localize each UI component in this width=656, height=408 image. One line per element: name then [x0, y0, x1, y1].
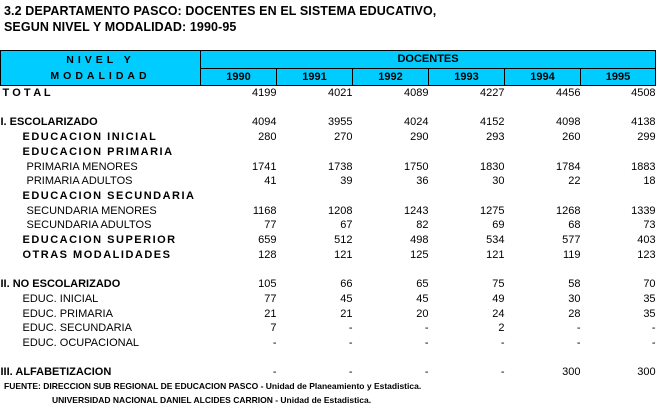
table-row [1, 189, 656, 204]
row-label [1, 101, 201, 116]
value-cell: - [348, 336, 353, 349]
row-label: EDUCACION SECUNDARIA [22, 189, 196, 202]
value-cell: 21 [340, 307, 353, 320]
row-label: I. ESCOLARIZADO [0, 116, 98, 129]
value-cell: - [651, 336, 656, 349]
value-cell: 1168 [252, 204, 277, 217]
value-cell: 39 [340, 175, 353, 188]
table-body [1, 86, 656, 381]
table-row [1, 130, 656, 145]
row-label [1, 262, 201, 277]
row-label: EDUC. INICIAL [22, 292, 99, 305]
value-cell: 1268 [556, 204, 581, 217]
value-cell: 2 [498, 322, 505, 335]
value-cell: 4227 [480, 87, 505, 99]
value-cell: 299 [637, 131, 656, 144]
value-cell [581, 189, 656, 204]
value-cell [353, 351, 429, 366]
table-row [1, 277, 656, 292]
value-cell: 1208 [328, 204, 353, 217]
value-cell: - [500, 366, 505, 379]
value-cell [505, 145, 581, 160]
value-cell: 3955 [328, 116, 353, 129]
table-row [1, 160, 656, 175]
table-row [1, 336, 656, 351]
value-cell: 4199 [252, 87, 277, 99]
table-row [1, 248, 656, 263]
value-cell [581, 101, 656, 116]
value-cell [505, 351, 581, 366]
value-cell: 4138 [631, 116, 656, 129]
value-cell [353, 189, 429, 204]
value-cell: 270 [334, 131, 353, 144]
value-cell: 260 [562, 131, 581, 144]
table-row [1, 233, 656, 248]
value-cell: 36 [416, 175, 429, 188]
value-cell: 67 [340, 219, 353, 232]
value-cell: 1883 [631, 160, 656, 173]
year-header: 1994 [505, 68, 581, 86]
row-label: PRIMARIA ADULTOS [26, 175, 133, 188]
row-label: III. ALFABETIZACION [0, 366, 112, 379]
value-cell [201, 145, 277, 160]
value-cell: 41 [264, 175, 277, 188]
value-cell [201, 262, 277, 277]
value-cell [353, 101, 429, 116]
nivel-header-line2: MODALIDAD [50, 70, 151, 82]
table-row [1, 292, 656, 307]
table-row [1, 307, 656, 322]
value-cell: 4094 [252, 116, 277, 129]
value-cell: - [500, 336, 505, 349]
value-cell: 534 [486, 234, 505, 247]
docentes-table [0, 50, 656, 380]
table-row [1, 145, 656, 160]
table-row [1, 321, 656, 336]
spacer-row [1, 262, 656, 277]
table-row [1, 115, 656, 130]
row-label: EDUCACION SUPERIOR [22, 234, 177, 247]
row-label: PRIMARIA MENORES [26, 160, 138, 173]
value-cell: 1738 [328, 160, 353, 173]
source-note-line1: FUENTE: DIRECCION SUB REGIONAL DE EDUCACION PASCO - Unidad de Planeamiento y Estadistica. [4, 381, 422, 391]
value-cell: 21 [264, 307, 277, 320]
row-label: OTRAS MODALIDADES [22, 248, 172, 261]
value-cell [429, 351, 505, 366]
value-cell: 20 [416, 307, 429, 320]
value-cell: 498 [410, 234, 429, 247]
value-cell: - [424, 366, 429, 379]
value-cell [429, 145, 505, 160]
table-row [1, 218, 656, 233]
value-cell: - [651, 322, 656, 335]
value-cell [201, 351, 277, 366]
value-cell: 4456 [556, 87, 581, 99]
table-title-line2: SEGUN NIVEL Y MODALIDAD: 1990-95 [4, 20, 237, 34]
value-cell [201, 101, 277, 116]
value-cell: - [272, 366, 277, 379]
value-cell: 35 [643, 292, 656, 305]
value-cell: 70 [643, 278, 656, 291]
value-cell: - [348, 322, 353, 335]
value-cell: 105 [258, 278, 277, 291]
value-cell: 4021 [328, 87, 353, 99]
table-title-line1: 3.2 DEPARTAMENTO PASCO: DOCENTES EN EL SISTEMA EDUCATIVO, [4, 4, 437, 18]
value-cell [353, 145, 429, 160]
value-cell: 659 [258, 234, 277, 247]
value-cell [201, 189, 277, 204]
value-cell [277, 189, 353, 204]
table-row [1, 204, 656, 219]
table-row [1, 365, 656, 380]
value-cell: 290 [410, 131, 429, 144]
value-cell [353, 262, 429, 277]
row-label: II. NO ESCOLARIZADO [0, 278, 121, 291]
row-label: EDUC. PRIMARIA [22, 307, 113, 320]
value-cell: 128 [258, 248, 277, 261]
spacer-row [1, 351, 656, 366]
value-cell: 49 [492, 292, 505, 305]
value-cell: 75 [492, 278, 505, 291]
value-cell: 30 [492, 175, 505, 188]
value-cell: 22 [568, 175, 581, 188]
value-cell: 125 [410, 248, 429, 261]
row-label: EDUCACION INICIAL [22, 131, 158, 144]
value-cell [505, 101, 581, 116]
value-cell [429, 101, 505, 116]
value-cell: 77 [264, 219, 277, 232]
value-cell: 123 [637, 248, 656, 261]
table-row [1, 174, 656, 189]
table-row [1, 86, 656, 101]
value-cell: 73 [643, 219, 656, 232]
value-cell: 4098 [556, 116, 581, 129]
value-cell [429, 189, 505, 204]
value-cell: 300 [562, 366, 581, 379]
year-header: 1991 [277, 68, 353, 86]
nivel-modalidad-header [1, 51, 201, 86]
value-cell: 1339 [631, 204, 656, 217]
value-cell: 280 [258, 131, 277, 144]
value-cell: 300 [637, 366, 656, 379]
value-cell: 1784 [556, 160, 581, 173]
year-header: 1990 [201, 68, 277, 86]
row-label: EDUC. SECUNDARIA [22, 322, 132, 335]
value-cell: 66 [340, 278, 353, 291]
value-cell [277, 262, 353, 277]
nivel-header-line1: NIVEL Y [66, 54, 135, 66]
value-cell: 7 [270, 322, 277, 335]
value-cell: 1275 [480, 204, 505, 217]
spacer-row [1, 101, 656, 116]
value-cell: 24 [492, 307, 505, 320]
value-cell: - [424, 322, 429, 335]
value-cell: 577 [562, 234, 581, 247]
row-label [1, 351, 201, 366]
value-cell: 1243 [404, 204, 429, 217]
row-label: SECUNDARIA ADULTOS [26, 219, 152, 232]
row-label: T O T A L [2, 87, 51, 99]
value-cell: 45 [340, 292, 353, 305]
value-cell: 403 [637, 234, 656, 247]
value-cell: 30 [568, 292, 581, 305]
value-cell: - [576, 336, 581, 349]
year-header: 1993 [429, 68, 505, 86]
value-cell: 69 [492, 219, 505, 232]
value-cell: 68 [568, 219, 581, 232]
value-cell [277, 145, 353, 160]
value-cell: 35 [643, 307, 656, 320]
value-cell [277, 351, 353, 366]
value-cell: - [348, 366, 353, 379]
value-cell [505, 189, 581, 204]
value-cell: - [272, 336, 277, 349]
value-cell [277, 101, 353, 116]
value-cell: 77 [264, 292, 277, 305]
value-cell: 45 [416, 292, 429, 305]
value-cell [581, 351, 656, 366]
value-cell: 4508 [631, 87, 656, 99]
row-label: EDUCACION PRIMARIA [22, 145, 174, 158]
value-cell: 82 [416, 219, 429, 232]
value-cell: 512 [334, 234, 353, 247]
value-cell: 4089 [404, 87, 429, 99]
value-cell: 293 [486, 131, 505, 144]
value-cell: 4152 [480, 116, 505, 129]
value-cell: 121 [486, 248, 505, 261]
value-cell: 65 [416, 278, 429, 291]
value-cell [429, 262, 505, 277]
docentes-header: DOCENTES [201, 51, 656, 69]
source-note-line2: UNIVERSIDAD NACIONAL DANIEL ALCIDES CARRION - Unidad de Estadistica. [52, 395, 372, 405]
value-cell: 1750 [404, 160, 429, 173]
value-cell: 121 [334, 248, 353, 261]
value-cell: 1830 [480, 160, 505, 173]
value-cell: - [424, 336, 429, 349]
value-cell [581, 145, 656, 160]
value-cell [581, 262, 656, 277]
value-cell [505, 262, 581, 277]
year-header: 1992 [353, 68, 429, 86]
value-cell: 18 [643, 175, 656, 188]
row-label: SECUNDARIA MENORES [26, 204, 157, 217]
value-cell: 4024 [404, 116, 429, 129]
value-cell: 58 [568, 278, 581, 291]
year-header: 1995 [581, 68, 656, 86]
value-cell: 1741 [252, 160, 277, 173]
value-cell: - [576, 322, 581, 335]
value-cell: 119 [562, 248, 581, 261]
row-label: EDUC. OCUPACIONAL [22, 336, 140, 349]
value-cell: 28 [568, 307, 581, 320]
